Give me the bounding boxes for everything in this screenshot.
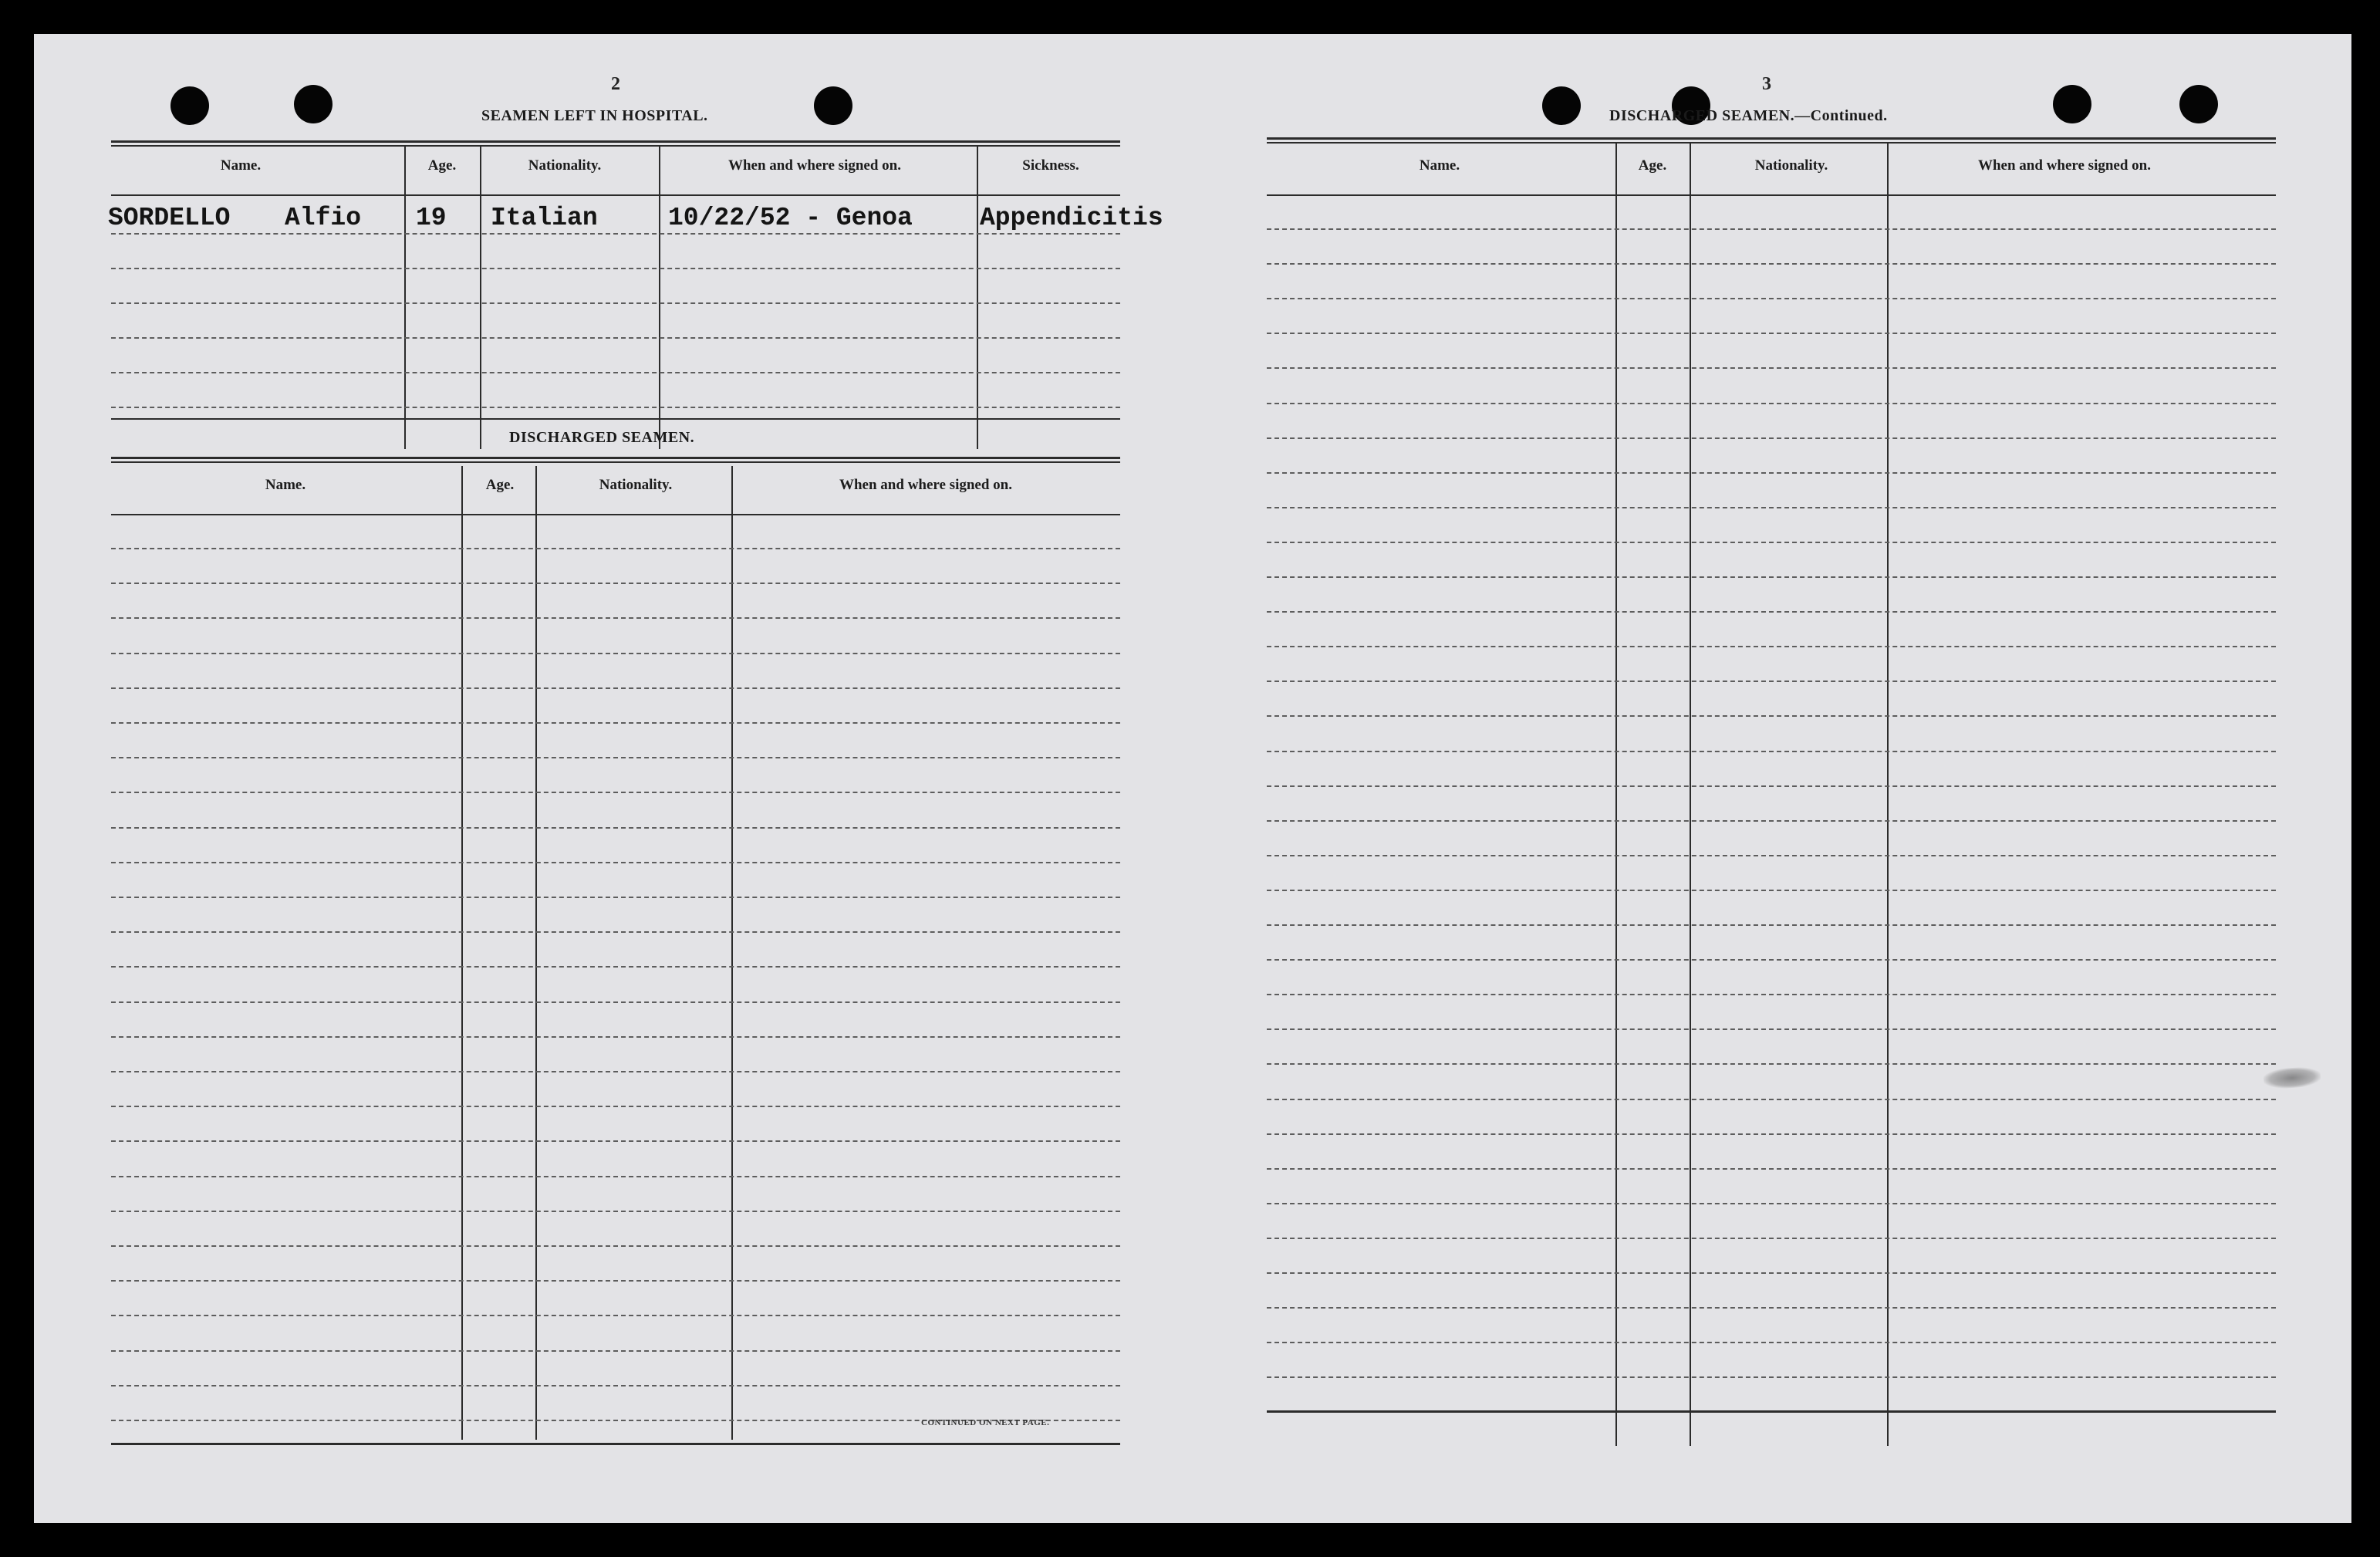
column-divider — [1690, 142, 1691, 1446]
punch-hole — [2179, 85, 2218, 123]
entry-line — [1267, 959, 2276, 961]
entry-line — [1267, 1272, 2276, 1274]
column-header-nationality: Nationality. — [528, 157, 602, 174]
entry-line — [111, 1036, 1120, 1038]
entry-line — [1267, 890, 2276, 891]
column-header-nationality: Nationality. — [1754, 157, 1828, 174]
header-rule — [111, 514, 1120, 515]
entry-surname: SORDELLO — [108, 204, 231, 232]
column-divider — [535, 466, 537, 1440]
entry-line — [111, 1350, 1120, 1352]
entry-line — [1267, 994, 2276, 995]
entry-line — [111, 268, 1120, 269]
entry-nationality: Italian — [491, 204, 598, 232]
rule — [111, 457, 1120, 459]
entry-line — [1267, 1099, 2276, 1100]
entry-line — [1267, 1376, 2276, 1378]
entry-line — [111, 1315, 1120, 1316]
entry-line — [1267, 855, 2276, 856]
entry-line — [1267, 333, 2276, 334]
continued-note: CONTINUED ON NEXT PAGE. — [921, 1418, 1050, 1427]
bottom-rule — [1267, 1410, 2276, 1413]
entry-line — [111, 792, 1120, 793]
entry-line — [111, 233, 1120, 235]
entry-line — [111, 407, 1120, 408]
entry-line — [1267, 367, 2276, 369]
column-divider — [404, 145, 406, 449]
entry-line — [111, 862, 1120, 863]
entry-line — [111, 372, 1120, 373]
entry-line — [1267, 1063, 2276, 1065]
column-divider — [977, 145, 978, 449]
column-divider — [1887, 142, 1889, 1446]
entry-line — [111, 757, 1120, 758]
punch-hole — [814, 86, 852, 125]
entry-line — [111, 1385, 1120, 1386]
rule — [1267, 137, 2276, 140]
entry-line — [1267, 715, 2276, 717]
column-header-sickness: Sickness. — [1022, 157, 1079, 174]
entry-line — [1267, 1203, 2276, 1204]
punch-hole — [2053, 85, 2091, 123]
column-header-signed-on: When and where signed on. — [839, 477, 1013, 493]
entry-line — [1267, 263, 2276, 265]
column-header-name: Name. — [1419, 157, 1460, 174]
column-divider — [461, 466, 463, 1440]
entry-line — [1267, 1342, 2276, 1343]
entry-line — [111, 1280, 1120, 1282]
entry-line — [111, 1140, 1120, 1142]
column-header-name: Name. — [265, 477, 306, 493]
entry-line — [111, 583, 1120, 584]
column-divider — [731, 466, 733, 1440]
entry-line — [111, 931, 1120, 933]
entry-line — [111, 687, 1120, 689]
column-header-name: Name. — [220, 157, 262, 174]
header-rule — [111, 194, 1120, 196]
entry-line — [111, 1245, 1120, 1247]
form-sheet — [34, 34, 2351, 1523]
entry-line — [1267, 437, 2276, 439]
entry-line — [111, 1211, 1120, 1212]
entry-line — [1267, 820, 2276, 822]
entry-line — [1267, 298, 2276, 299]
entry-line — [111, 1176, 1120, 1177]
entry-line — [1267, 751, 2276, 752]
entry-line — [111, 966, 1120, 968]
entry-line — [111, 827, 1120, 829]
entry-line — [1267, 1238, 2276, 1239]
column-header-signed-on: When and where signed on. — [1977, 157, 2152, 174]
entry-line — [1267, 785, 2276, 787]
rule — [111, 461, 1120, 463]
rule — [111, 418, 1120, 420]
column-header-signed-on: When and where signed on. — [728, 157, 902, 174]
entry-line — [111, 653, 1120, 654]
entry-line — [111, 1106, 1120, 1107]
entry-line — [111, 302, 1120, 304]
entry-line — [1267, 1133, 2276, 1135]
entry-line — [111, 617, 1120, 619]
column-header-age: Age. — [427, 157, 457, 174]
entry-line — [111, 897, 1120, 898]
entry-sickness: Appendicitis — [980, 204, 1163, 232]
entry-line — [1267, 1168, 2276, 1170]
column-header-age: Age. — [485, 477, 515, 493]
page-number: 3 — [1762, 74, 1771, 94]
entry-signed-on: 10/22/52 - Genoa — [668, 204, 913, 232]
rule — [1267, 142, 2276, 144]
punch-hole — [1542, 86, 1581, 125]
column-divider — [1615, 142, 1617, 1446]
punch-hole — [294, 85, 333, 123]
rule — [111, 140, 1120, 143]
section-title-discharged: DISCHARGED SEAMEN. — [509, 429, 695, 446]
column-divider — [480, 145, 481, 449]
column-header-age: Age. — [1638, 157, 1667, 174]
section-title-discharged-continued: DISCHARGED SEAMEN.—Continued. — [1609, 107, 1888, 124]
entry-line — [1267, 611, 2276, 613]
entry-line — [111, 722, 1120, 724]
entry-line — [111, 1001, 1120, 1003]
ink-stamp-mark — [2263, 1066, 2321, 1089]
entry-given-name: Alfio — [285, 204, 362, 232]
entry-line — [111, 337, 1120, 339]
entry-line — [1267, 924, 2276, 926]
entry-line — [1267, 472, 2276, 474]
entry-line — [111, 1071, 1120, 1072]
entry-age: 19 — [416, 204, 447, 232]
entry-line — [1267, 507, 2276, 508]
entry-line — [111, 548, 1120, 549]
entry-line — [1267, 1307, 2276, 1309]
header-rule — [1267, 194, 2276, 196]
rule — [111, 145, 1120, 147]
entry-line — [1267, 646, 2276, 647]
entry-line — [1267, 403, 2276, 404]
entry-line — [1267, 576, 2276, 578]
column-divider — [659, 145, 660, 449]
section-title-hospital: SEAMEN LEFT IN HOSPITAL. — [481, 107, 708, 124]
entry-line — [1267, 542, 2276, 543]
entry-line — [1267, 228, 2276, 230]
punch-hole — [170, 86, 209, 125]
bottom-rule — [111, 1443, 1120, 1445]
column-header-nationality: Nationality. — [599, 477, 673, 493]
entry-line — [1267, 1028, 2276, 1030]
entry-line — [1267, 681, 2276, 682]
page-number: 2 — [611, 74, 620, 94]
